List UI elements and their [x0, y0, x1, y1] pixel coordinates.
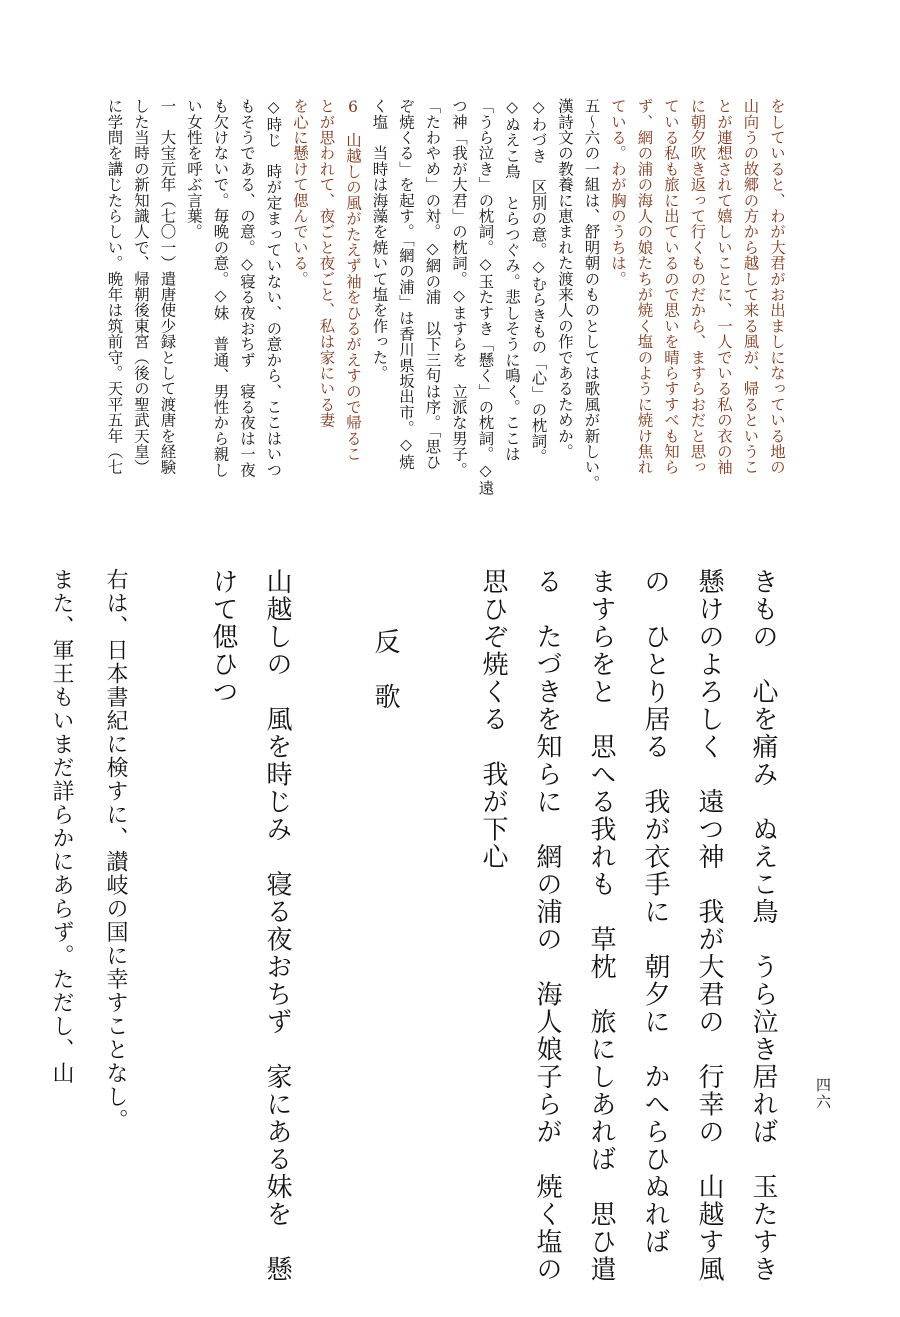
commentary-line: ◇ぬえこ鳥 とらつぐみ。悲しそうに鳴く。ここは: [503, 98, 521, 462]
poem-verse-line: けて偲ひつ: [208, 568, 238, 706]
commentary-line: を心に懸けて偲んでいる。: [291, 98, 309, 287]
commentary-line: をしていると、わが大君がお出ましになっている地の: [768, 98, 786, 475]
poem-note-line: 右は、日本書紀に検すに、讃岐の国に幸すことなし。: [103, 568, 128, 1132]
commentary-line: つ神「我が大君」の枕詞。◇ますらを 立派な男子。: [450, 98, 468, 478]
poem-verse-line: 思ひぞ焼くる 我が下心: [478, 568, 508, 871]
poem-heading: 反 歌: [370, 628, 400, 711]
commentary-line: した当時の新知識人で、帰朝後東宮（後の聖武天皇）: [132, 98, 150, 475]
commentary-block: [100, 98, 790, 538]
commentary-line: 「うら泣き」の枕詞。◇玉たすき「懸く」の枕詞。◇遠: [476, 98, 495, 496]
commentary-line: 6 山越しの風がたえず袖をひるがえすので帰るこ: [344, 98, 362, 462]
commentary-line: ている私も旅に出ているので思いを晴らすすべも知ら: [662, 98, 680, 475]
poem-note-line: また、軍王もいまだ詳らかにあらず。ただし、山: [49, 568, 74, 1085]
poem-gap: [412, 568, 466, 1188]
poem-verse-line: ますらをと 思へる我れも 草枕 旅にしあれば 思ひ遣: [586, 568, 616, 1283]
page-number: 四六: [814, 1077, 832, 1111]
commentary-line: に朝夕吹き返って行くものだから、ますらおだと思っ: [688, 98, 707, 475]
poem-verse-line: る たづきを知らに 網の浦の 海人娘子らが 焼く塩の: [532, 568, 562, 1283]
poem-verse-line: 懸けのよろしく 遠つ神 我が大君の 行幸の 山越す風: [694, 568, 724, 1283]
commentary-line: 山向うの故郷の方から越して来る風が、帰るというこ: [741, 98, 760, 475]
commentary-line: とが思われて、夜ごと夜ごと、私は家にいる妻: [317, 98, 336, 428]
poem-verse-line: きもの 心を痛み ぬえこ鳥 うら泣き居れば 玉たすき: [748, 568, 778, 1283]
commentary-line: 一 大宝元年（七〇一）遣唐使少録として渡唐を経験: [158, 98, 177, 475]
commentary-line: 「たわやめ」の対。◇網の浦 以下三句は序。「思ひ: [423, 98, 442, 470]
poem-gap: [142, 568, 196, 1188]
poem-verse-line: 山越しの 風を時じみ 寝る夜おちず 家にある妹を 懸: [262, 568, 292, 1283]
commentary-line: 漢詩文の教養に恵まれた渡来人の作であるためか。: [556, 98, 574, 460]
commentary-line: も欠けないで。毎晩の意。◇妹 普通、男性から親し: [211, 98, 230, 478]
commentary-line: もそうである、の意。◇寝る夜おちず 寝る夜は一夜: [238, 98, 256, 478]
commentary-line: に学問を講じたらしい。晩年は筑前守。天平五年（七: [105, 98, 124, 475]
poem-gap: [304, 568, 358, 1188]
poem-verse-line: の ひとり居る 我が衣手に 朝夕に かへらひぬれば: [640, 568, 670, 1256]
commentary-line: 五〜六の一組は、舒明朝のものとしては歌風が新しい。: [582, 98, 601, 491]
commentary-line: ◇時じ 時が定まっていない、の意から、ここはいつ: [264, 98, 283, 478]
commentary-line: ず、網の浦の海人の娘たちが焼く塩のように焼け焦れ: [635, 98, 654, 475]
commentary-line: ている。わが胸のうちは。: [609, 98, 627, 287]
commentary-line: ぞ焼くる」を起す。「網の浦」は香川県坂出市。◇焼: [397, 98, 415, 470]
commentary-line: い女性を呼ぶ言葉。: [185, 98, 203, 240]
commentary-line: とが連想されて嬉しいことに、一人でいる私の衣の袖: [715, 98, 733, 475]
commentary-line: く塩 当時は海藻を焼いて塩を作った。: [370, 98, 389, 381]
commentary-line: ◇わづき 区別の意。◇むらきもの「心」の枕詞。: [529, 98, 548, 465]
poem-block: [49, 568, 790, 1283]
